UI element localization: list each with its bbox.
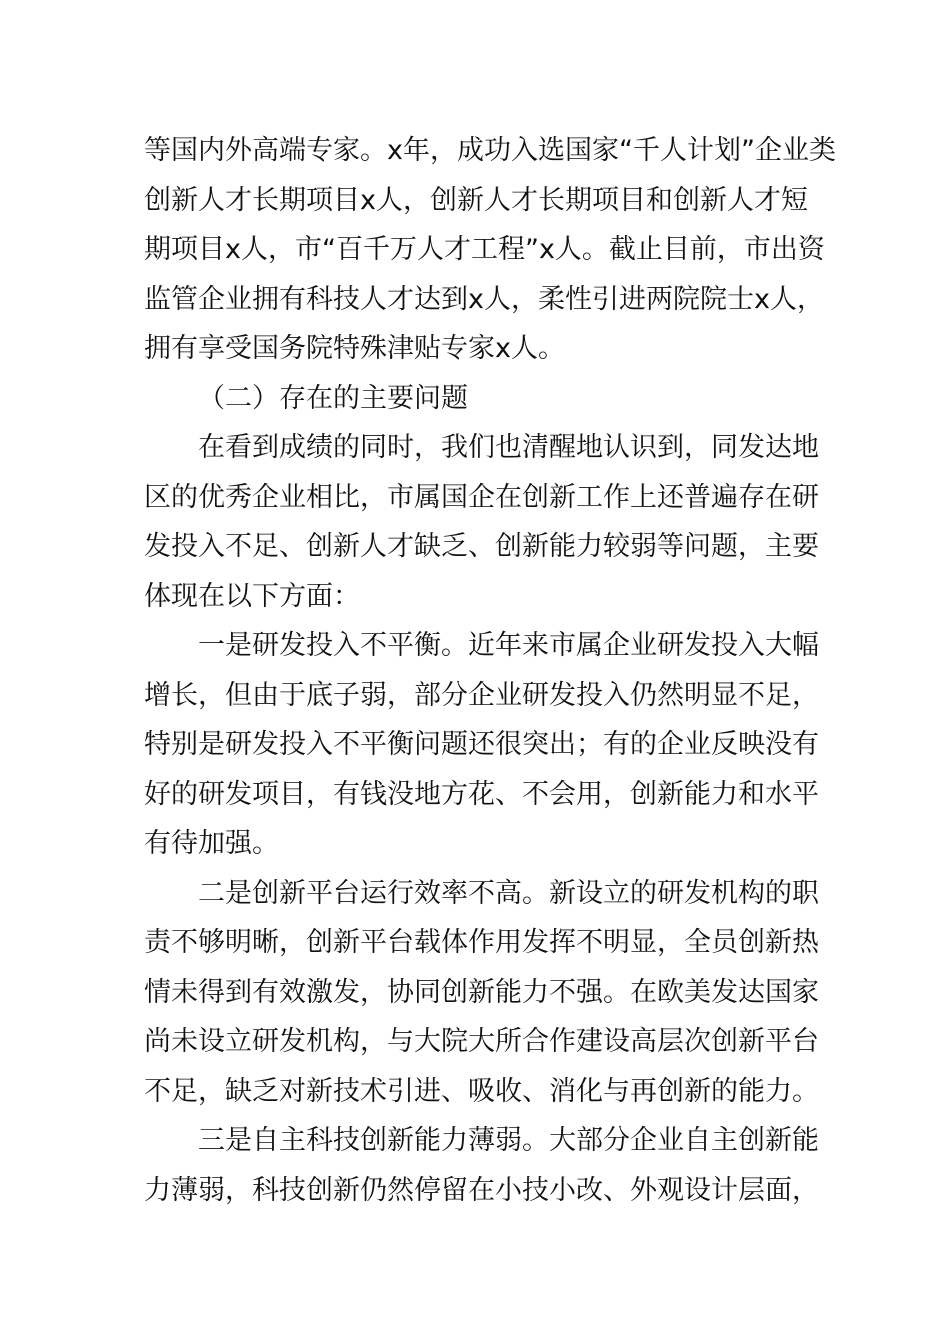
paragraph-problem-one	[144, 621, 834, 869]
paragraph-problems-intro	[144, 423, 834, 621]
paragraph-talent-results	[144, 126, 834, 374]
text-line: 创新人才长期项目x人，创新人才长期项目和创新人才短	[144, 184, 808, 216]
section-heading-main-problems	[144, 374, 834, 424]
text-line: 二是创新平台运行效率不高。新设立的研发机构的职	[198, 877, 819, 909]
text-line: 三是自主科技创新能力薄弱。大部分企业自主创新能	[198, 1125, 819, 1156]
text-line: 情未得到有效激发，协同创新能力不强。在欧美发达国家	[144, 976, 819, 1008]
text-line: 发投入不足、创新人才缺乏、创新能力较弱等问题，主要	[144, 531, 819, 562]
text-line: 区的优秀企业相比，市属国企在创新工作上还普遍存在研	[144, 481, 819, 513]
text-line: 监管企业拥有科技人才达到x人，柔性引进两院院士x人，	[144, 283, 824, 315]
paragraph-problem-three	[144, 1116, 834, 1215]
text-line: 不足，缺乏对新技术引进、吸收、消化与再创新的能力。	[144, 1075, 819, 1107]
text-line: 有待加强。	[144, 828, 279, 859]
paragraph-problem-two	[144, 869, 834, 1117]
document-body	[144, 126, 834, 1215]
section-heading: （二）存在的主要问题	[198, 382, 468, 414]
text-line: 尚未设立研发机构，与大院大所合作建设高层次创新平台	[144, 1026, 819, 1057]
text-line: 好的研发项目，有钱没地方花、不会用，创新能力和水平	[144, 778, 819, 810]
text-line: 力薄弱，科技创新仍然停留在小技小改、外观设计层面，	[144, 1174, 819, 1206]
text-line: 在看到成绩的同时，我们也清醒地认识到，同发达地	[198, 432, 819, 463]
text-line: 一是研发投入不平衡。近年来市属企业研发投入大幅	[198, 630, 819, 661]
text-line: 拥有享受国务院特殊津贴专家x人。	[144, 333, 565, 364]
text-line: 体现在以下方面：	[144, 580, 360, 612]
text-line: 责不够明晰，创新平台载体作用发挥不明显，全员创新热	[144, 927, 819, 958]
text-line: 期项目x人，市“百千万人才工程”x人。截止目前，市出资	[144, 234, 825, 265]
text-line: 特别是研发投入不平衡问题还很突出；有的企业反映没有	[144, 729, 819, 760]
text-line: 增长，但由于底子弱，部分企业研发投入仍然明显不足，	[144, 679, 819, 711]
text-line: 等国内外高端专家。x年，成功入选国家“千人计划”企业类	[144, 135, 836, 166]
